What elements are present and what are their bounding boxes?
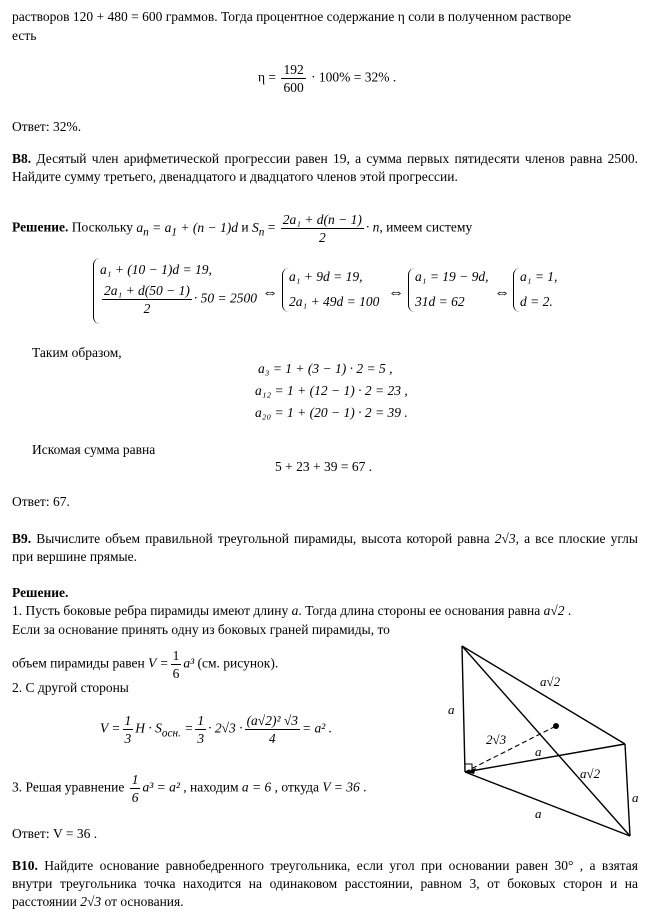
b9-step1-line1: 1. Пусть боковые ребра пирамиды имеют длину a. Тогда длина стороны ее основания равна a√2 . (12, 603, 572, 618)
sys1-line2: $\frac{\text{2a₁ + d(50 − 1)}}{2}$ · 50 = 2500 (104, 283, 258, 316)
b9-step1-line2: Если за основание принять одну из боковых граней пирамиды, то (12, 622, 390, 637)
fraction: $\frac{192}{600}$ (283, 62, 304, 95)
equivalence-arrow-1: ⇔ (262, 284, 278, 301)
sys2-line2: 2a₁ + 49d = 100 (289, 294, 380, 309)
pyramid-figure (440, 640, 650, 850)
label-a-bottom: a (535, 806, 542, 821)
label-2sqrt3: 2√3 (486, 732, 507, 747)
height-dashed (465, 726, 556, 772)
problem-label: В9. (12, 531, 32, 546)
label-a-right: a (632, 790, 639, 805)
base-center-point (553, 723, 559, 729)
edge-left (462, 646, 465, 772)
percent-formula: η = $\frac{192}{600}$ · 100% = 32% . (258, 62, 397, 95)
equivalence-arrow-3: ⇔ (494, 284, 510, 301)
volume-formula: V = $\frac{1}{3}$ $H \cdot S_{осн.}$ = $\frac{1}{3}$ · 2√3 · $\frac{\text{(a√2)² √3}}{4}$ = a² . (100, 713, 333, 746)
sys3-line1: a₁ = 19 − 9d, (415, 269, 489, 284)
system-brace (93, 258, 100, 324)
problem-b8: В8. Десятый член арифметической прогрессии равен 19, а сумма первых пятидесяти членов равна 2500. Найдите сумму третьего, двенадцатого и двадцатого членов этой прогрессии. (12, 151, 638, 184)
edge-top-right (462, 646, 625, 744)
b8-solution-intro: Решение. Поскольку $a_n = a_1 + (n - 1)d$ и $S_n$ = $\frac{\text{2a₁ + d(n − 1)}}{2}$ · n, имеем систему (12, 212, 473, 245)
sys2-line1: a₁ + 9d = 19, (289, 269, 363, 284)
a12-calc: a₁₂ = 1 + (12 − 1) · 2 = 23 , (255, 383, 408, 398)
answer-36: Ответ: V = 36 . (12, 826, 98, 841)
system-brace (408, 268, 415, 312)
system-brace (282, 268, 289, 312)
a3-calc: a₃ = 1 + (3 − 1) · 2 = 5 , (258, 361, 393, 376)
sum-formula-fraction: $\frac{\text{2a₁ + d(n − 1)}}{2}$ (282, 212, 362, 245)
edge-base-hidden (465, 744, 625, 772)
b9-step1-line3: объем пирамиды равен V = $\frac{1}{6}$ a³ (см. рисунок). (12, 648, 279, 681)
answer-67: Ответ: 67. (12, 494, 70, 509)
sys4-line1: a₁ = 1, (520, 269, 558, 284)
problem-label: В8. (12, 151, 32, 166)
edge-right (625, 744, 630, 836)
prev-solution-line1: растворов 120 + 480 = 600 граммов. Тогда процентное содержание η соли в полученном растворе (12, 9, 572, 24)
thus-label: Таким образом, (32, 345, 122, 360)
sys3-line2: 31d = 62 (415, 294, 465, 309)
label-a-sqrt2-mid: a√2 (580, 766, 601, 781)
b9-step3: 3. Решая уравнение $\frac{1}{6}$ a³ = a² , находим a = 6 , откуда V = 36 . (12, 772, 367, 805)
problem-b9: В9. Вычислите объем правильной треугольной пирамиды, высота которой равна 2√3, а все плоские углы при вершине прямые. (12, 531, 638, 564)
sum-label: Искомая сумма равна (32, 442, 156, 457)
a20-calc: a₂₀ = 1 + (20 − 1) · 2 = 39 . (255, 405, 408, 420)
prev-solution-line2: есть (12, 28, 37, 43)
label-a-left: a (448, 702, 455, 717)
label-a-sqrt2-top: a√2 (540, 674, 561, 689)
sys4-line2: d = 2. (520, 294, 553, 309)
sum-calc: 5 + 23 + 39 = 67 . (275, 459, 373, 474)
problem-b10: В10. Найдите основание равнобедренного треугольника, если угол при основании равен 30° , а взятая внутри треугольника точка находится на одинаковом расстоянии, равном 3, от боковых сторон и на расстоянии 2√3 от основания. (12, 858, 638, 909)
b9-step2: 2. С другой стороны (12, 680, 129, 695)
equivalence-arrow-2: ⇔ (388, 284, 404, 301)
sys1-line1: a₁ + (10 − 1)d = 19, (100, 262, 212, 277)
b9-solution-label: Решение. (12, 585, 69, 600)
edge-bottom (465, 772, 630, 836)
system-brace (513, 268, 520, 312)
answer-32: Ответ: 32%. (12, 119, 82, 134)
label-a-mid: a (535, 744, 542, 759)
problem-label: В10. (12, 858, 38, 873)
